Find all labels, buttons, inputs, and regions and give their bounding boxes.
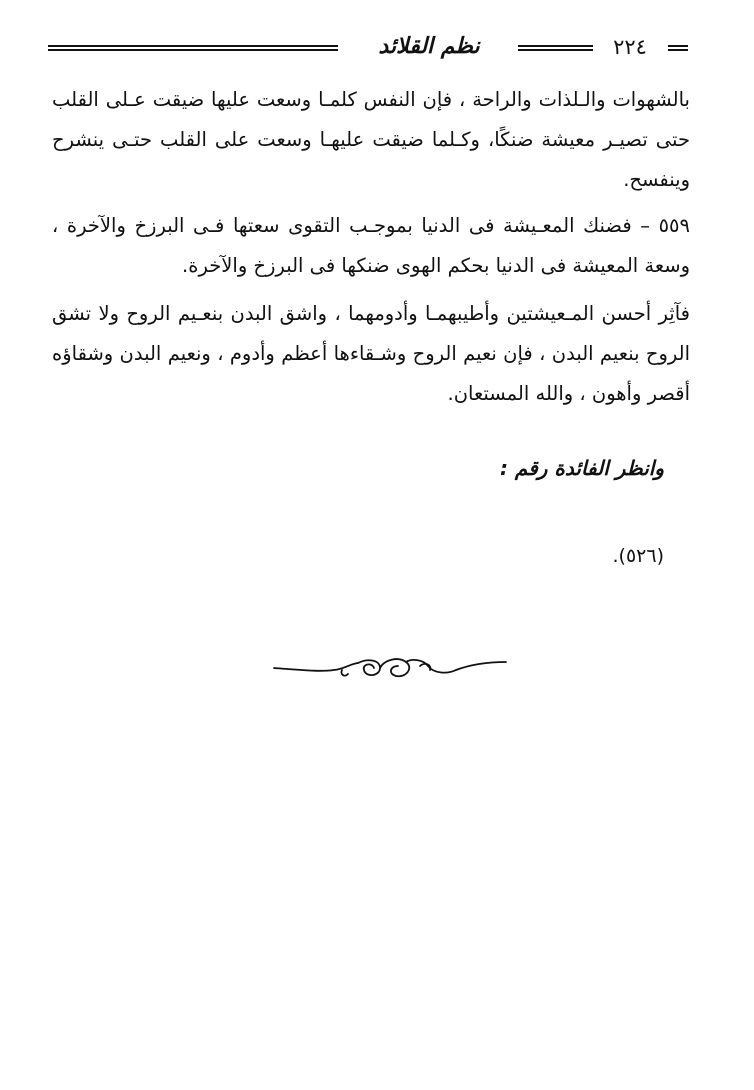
see-also-reference: (٥٢٦). [612,545,664,567]
page-number: ٢٢٤ [613,35,647,59]
see-also-label: وانظر الفائدة رقم : [499,456,664,480]
body-text [52,80,690,422]
running-title: نظم القلائد [378,34,480,59]
header-rule-left [48,45,338,51]
header-rule-right [668,45,688,51]
paragraph-continuation: بالشهوات والـلذات والراحة ، فإن النفس كلمـا وسعت عليها ضيقت عـلى القلب حتى تصيـر معيشة ضنكًا، وكـلما ضيقت عليهـا وسعت على القلب حتـى ينشرح وينفسح. [52,88,690,191]
decorative-scroll-ornament-icon [272,648,508,684]
paragraph-advice: فآثِر أحسن المـعيشتين وأطيبهمـا وأدومهما ، واشق البدن بنعـيم الروح ولا تشق الروح بنعيم البدن ، فإن نعيم الروح وشـقاءها أعظم وأدوم ، ونعيم البدن وشقاؤه أقصر وأهون ، والله المستعان. [52,302,690,405]
paragraph-559: ٥٥٩ – فضنك المعـيشة فى الدنيا بموجـب التقوى سعتها فـى البرزخ والآخرة ، وسعة المعيشة فى الدنيا بحكم الهوى ضنكها فى البرزخ والآخرة. [52,214,690,277]
header-rule-middle [518,45,593,51]
page-header [48,28,688,68]
